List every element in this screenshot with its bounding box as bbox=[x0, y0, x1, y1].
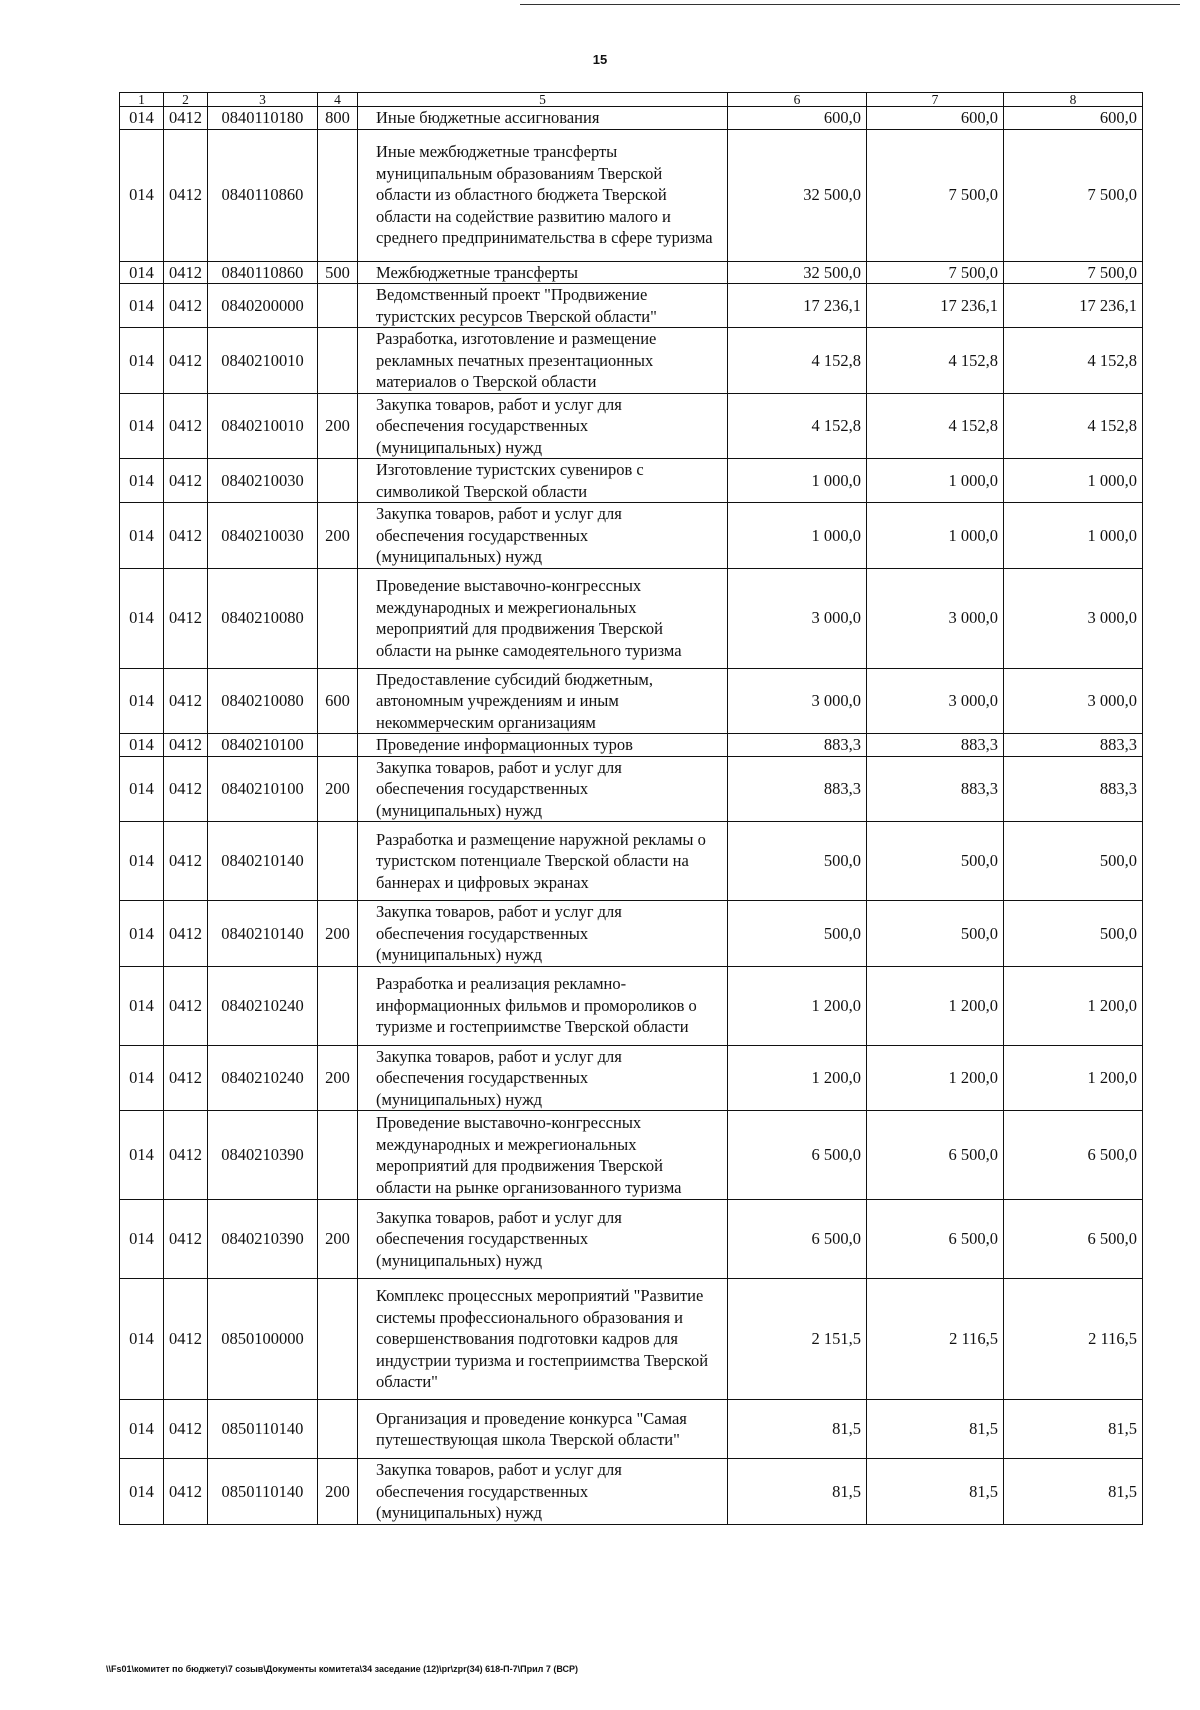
header-cell-8: 8 bbox=[1004, 93, 1143, 107]
target-article-cell: 0840210030 bbox=[208, 503, 318, 569]
section-code-cell: 0412 bbox=[164, 1111, 208, 1200]
table-body bbox=[120, 93, 1143, 1525]
amount-col7-cell: 81,5 bbox=[867, 1400, 1004, 1459]
amount-col6-cell: 4 152,8 bbox=[728, 328, 867, 394]
target-article-cell: 0850110140 bbox=[208, 1400, 318, 1459]
table-row bbox=[120, 668, 1143, 734]
amount-col7-cell: 500,0 bbox=[867, 822, 1004, 901]
amount-col7-cell: 6 500,0 bbox=[867, 1200, 1004, 1279]
amount-col7-cell: 883,3 bbox=[867, 756, 1004, 822]
amount-col8-cell: 17 236,1 bbox=[1004, 284, 1143, 328]
target-article-cell: 0840210240 bbox=[208, 1045, 318, 1111]
description-cell: Изготовление туристских сувениров с символикой Тверской области bbox=[358, 459, 728, 503]
description-cell: Ведомственный проект "Продвижение туристских ресурсов Тверской области" bbox=[358, 284, 728, 328]
amount-col8-cell: 81,5 bbox=[1004, 1400, 1143, 1459]
budget-table bbox=[119, 92, 1143, 1525]
amount-col7-cell: 17 236,1 bbox=[867, 284, 1004, 328]
section-code-cell: 0412 bbox=[164, 1459, 208, 1525]
admin-code-cell: 014 bbox=[120, 966, 164, 1045]
amount-col8-cell: 6 500,0 bbox=[1004, 1111, 1143, 1200]
expense-type-cell bbox=[318, 1111, 358, 1200]
amount-col8-cell: 883,3 bbox=[1004, 734, 1143, 757]
amount-col6-cell: 1 000,0 bbox=[728, 503, 867, 569]
expense-type-cell: 600 bbox=[318, 668, 358, 734]
description-cell: Проведение информационных туров bbox=[358, 734, 728, 757]
target-article-cell: 0840210390 bbox=[208, 1111, 318, 1200]
table-header-row bbox=[120, 93, 1143, 107]
table-row bbox=[120, 1459, 1143, 1525]
admin-code-cell: 014 bbox=[120, 822, 164, 901]
table-row bbox=[120, 901, 1143, 967]
expense-type-cell bbox=[318, 1279, 358, 1400]
description-cell: Закупка товаров, работ и услуг для обеспечения государственных (муниципальных) нужд bbox=[358, 901, 728, 967]
section-code-cell: 0412 bbox=[164, 261, 208, 284]
admin-code-cell: 014 bbox=[120, 503, 164, 569]
expense-type-cell: 500 bbox=[318, 261, 358, 284]
description-cell: Межбюджетные трансферты bbox=[358, 261, 728, 284]
admin-code-cell: 014 bbox=[120, 459, 164, 503]
target-article-cell: 0840210080 bbox=[208, 568, 318, 668]
section-code-cell: 0412 bbox=[164, 901, 208, 967]
amount-col6-cell: 4 152,8 bbox=[728, 393, 867, 459]
amount-col6-cell: 883,3 bbox=[728, 756, 867, 822]
expense-type-cell bbox=[318, 1400, 358, 1459]
section-code-cell: 0412 bbox=[164, 822, 208, 901]
amount-col6-cell: 1 200,0 bbox=[728, 966, 867, 1045]
description-cell: Закупка товаров, работ и услуг для обеспечения государственных (муниципальных) нужд bbox=[358, 1200, 728, 1279]
amount-col8-cell: 7 500,0 bbox=[1004, 129, 1143, 261]
amount-col6-cell: 3 000,0 bbox=[728, 568, 867, 668]
target-article-cell: 0840210140 bbox=[208, 822, 318, 901]
admin-code-cell: 014 bbox=[120, 668, 164, 734]
target-article-cell: 0840110860 bbox=[208, 129, 318, 261]
amount-col7-cell: 1 000,0 bbox=[867, 459, 1004, 503]
expense-type-cell bbox=[318, 734, 358, 757]
description-cell: Закупка товаров, работ и услуг для обеспечения государственных (муниципальных) нужд bbox=[358, 503, 728, 569]
description-cell: Закупка товаров, работ и услуг для обеспечения государственных (муниципальных) нужд bbox=[358, 1459, 728, 1525]
header-cell-7: 7 bbox=[867, 93, 1004, 107]
expense-type-cell bbox=[318, 568, 358, 668]
amount-col8-cell: 1 200,0 bbox=[1004, 1045, 1143, 1111]
amount-col7-cell: 1 200,0 bbox=[867, 966, 1004, 1045]
expense-type-cell: 200 bbox=[318, 393, 358, 459]
description-cell: Разработка, изготовление и размещение рекламных печатных презентационных материалов о Тверской области bbox=[358, 328, 728, 394]
description-cell: Разработка и размещение наружной рекламы о туристском потенциале Тверской области на баннерах и цифровых экранах bbox=[358, 822, 728, 901]
amount-col7-cell: 81,5 bbox=[867, 1459, 1004, 1525]
description-cell: Комплекс процессных мероприятий "Развитие системы профессионального образования и совершенствования подготовки кадров для индустрии туризма и гостеприимства Тверской области" bbox=[358, 1279, 728, 1400]
expense-type-cell: 200 bbox=[318, 503, 358, 569]
amount-col8-cell: 600,0 bbox=[1004, 107, 1143, 130]
amount-col7-cell: 3 000,0 bbox=[867, 668, 1004, 734]
table-row bbox=[120, 756, 1143, 822]
target-article-cell: 0850100000 bbox=[208, 1279, 318, 1400]
description-cell: Проведение выставочно-конгрессных международных и межрегиональных мероприятий для продвижения Тверской области на рынке самодеятельного туризма bbox=[358, 568, 728, 668]
target-article-cell: 0840110180 bbox=[208, 107, 318, 130]
expense-type-cell bbox=[318, 459, 358, 503]
table-row bbox=[120, 1045, 1143, 1111]
section-code-cell: 0412 bbox=[164, 459, 208, 503]
amount-col6-cell: 81,5 bbox=[728, 1400, 867, 1459]
admin-code-cell: 014 bbox=[120, 328, 164, 394]
amount-col8-cell: 3 000,0 bbox=[1004, 568, 1143, 668]
target-article-cell: 0840110860 bbox=[208, 261, 318, 284]
amount-col7-cell: 600,0 bbox=[867, 107, 1004, 130]
table-row bbox=[120, 328, 1143, 394]
table-row bbox=[120, 734, 1143, 757]
table-row bbox=[120, 459, 1143, 503]
amount-col8-cell: 500,0 bbox=[1004, 901, 1143, 967]
amount-col7-cell: 883,3 bbox=[867, 734, 1004, 757]
description-cell: Разработка и реализация рекламно- информационных фильмов и промороликов о туризме и гостеприимстве Тверской области bbox=[358, 966, 728, 1045]
header-cell-6: 6 bbox=[728, 93, 867, 107]
target-article-cell: 0840210100 bbox=[208, 734, 318, 757]
target-article-cell: 0840210240 bbox=[208, 966, 318, 1045]
amount-col8-cell: 3 000,0 bbox=[1004, 668, 1143, 734]
amount-col6-cell: 883,3 bbox=[728, 734, 867, 757]
admin-code-cell: 014 bbox=[120, 734, 164, 757]
amount-col8-cell: 1 000,0 bbox=[1004, 459, 1143, 503]
page-number: 15 bbox=[592, 52, 608, 67]
section-code-cell: 0412 bbox=[164, 107, 208, 130]
section-code-cell: 0412 bbox=[164, 756, 208, 822]
expense-type-cell: 200 bbox=[318, 756, 358, 822]
expense-type-cell: 200 bbox=[318, 1045, 358, 1111]
description-cell: Закупка товаров, работ и услуг для обеспечения государственных (муниципальных) нужд bbox=[358, 756, 728, 822]
amount-col7-cell: 500,0 bbox=[867, 901, 1004, 967]
section-code-cell: 0412 bbox=[164, 393, 208, 459]
description-cell: Иные бюджетные ассигнования bbox=[358, 107, 728, 130]
target-article-cell: 0840210030 bbox=[208, 459, 318, 503]
amount-col7-cell: 1 200,0 bbox=[867, 1045, 1004, 1111]
admin-code-cell: 014 bbox=[120, 1459, 164, 1525]
admin-code-cell: 014 bbox=[120, 284, 164, 328]
header-cell-2: 2 bbox=[164, 93, 208, 107]
expense-type-cell: 200 bbox=[318, 901, 358, 967]
amount-col6-cell: 17 236,1 bbox=[728, 284, 867, 328]
amount-col8-cell: 2 116,5 bbox=[1004, 1279, 1143, 1400]
section-code-cell: 0412 bbox=[164, 328, 208, 394]
description-cell: Предоставление субсидий бюджетным, автономным учреждениям и иным некоммерческим организациям bbox=[358, 668, 728, 734]
description-cell: Организация и проведение конкурса "Самая путешествующая школа Тверской области" bbox=[358, 1400, 728, 1459]
amount-col6-cell: 1 200,0 bbox=[728, 1045, 867, 1111]
section-code-cell: 0412 bbox=[164, 966, 208, 1045]
admin-code-cell: 014 bbox=[120, 261, 164, 284]
table-row bbox=[120, 966, 1143, 1045]
amount-col6-cell: 6 500,0 bbox=[728, 1111, 867, 1200]
section-code-cell: 0412 bbox=[164, 568, 208, 668]
amount-col6-cell: 32 500,0 bbox=[728, 129, 867, 261]
admin-code-cell: 014 bbox=[120, 756, 164, 822]
table-row bbox=[120, 1279, 1143, 1400]
section-code-cell: 0412 bbox=[164, 129, 208, 261]
admin-code-cell: 014 bbox=[120, 107, 164, 130]
section-code-cell: 0412 bbox=[164, 284, 208, 328]
amount-col8-cell: 6 500,0 bbox=[1004, 1200, 1143, 1279]
header-cell-3: 3 bbox=[208, 93, 318, 107]
admin-code-cell: 014 bbox=[120, 901, 164, 967]
expense-type-cell bbox=[318, 328, 358, 394]
amount-col6-cell: 600,0 bbox=[728, 107, 867, 130]
amount-col7-cell: 1 000,0 bbox=[867, 503, 1004, 569]
target-article-cell: 0850110140 bbox=[208, 1459, 318, 1525]
amount-col8-cell: 4 152,8 bbox=[1004, 328, 1143, 394]
table-row bbox=[120, 1400, 1143, 1459]
admin-code-cell: 014 bbox=[120, 1045, 164, 1111]
amount-col7-cell: 4 152,8 bbox=[867, 328, 1004, 394]
admin-code-cell: 014 bbox=[120, 1279, 164, 1400]
expense-type-cell bbox=[318, 822, 358, 901]
amount-col8-cell: 7 500,0 bbox=[1004, 261, 1143, 284]
section-code-cell: 0412 bbox=[164, 1400, 208, 1459]
amount-col8-cell: 4 152,8 bbox=[1004, 393, 1143, 459]
amount-col6-cell: 81,5 bbox=[728, 1459, 867, 1525]
amount-col6-cell: 2 151,5 bbox=[728, 1279, 867, 1400]
admin-code-cell: 014 bbox=[120, 1400, 164, 1459]
target-article-cell: 0840210100 bbox=[208, 756, 318, 822]
amount-col6-cell: 6 500,0 bbox=[728, 1200, 867, 1279]
amount-col8-cell: 81,5 bbox=[1004, 1459, 1143, 1525]
admin-code-cell: 014 bbox=[120, 1200, 164, 1279]
amount-col8-cell: 883,3 bbox=[1004, 756, 1143, 822]
table-row bbox=[120, 503, 1143, 569]
section-code-cell: 0412 bbox=[164, 503, 208, 569]
section-code-cell: 0412 bbox=[164, 1279, 208, 1400]
header-cell-4: 4 bbox=[318, 93, 358, 107]
table-row bbox=[120, 107, 1143, 130]
expense-type-cell: 800 bbox=[318, 107, 358, 130]
amount-col7-cell: 6 500,0 bbox=[867, 1111, 1004, 1200]
admin-code-cell: 014 bbox=[120, 393, 164, 459]
amount-col6-cell: 3 000,0 bbox=[728, 668, 867, 734]
amount-col7-cell: 7 500,0 bbox=[867, 261, 1004, 284]
admin-code-cell: 014 bbox=[120, 1111, 164, 1200]
amount-col7-cell: 7 500,0 bbox=[867, 129, 1004, 261]
table-row bbox=[120, 261, 1143, 284]
section-code-cell: 0412 bbox=[164, 668, 208, 734]
target-article-cell: 0840200000 bbox=[208, 284, 318, 328]
top-scan-line bbox=[520, 4, 1180, 5]
description-cell: Закупка товаров, работ и услуг для обеспечения государственных (муниципальных) нужд bbox=[358, 393, 728, 459]
amount-col6-cell: 32 500,0 bbox=[728, 261, 867, 284]
amount-col7-cell: 4 152,8 bbox=[867, 393, 1004, 459]
section-code-cell: 0412 bbox=[164, 734, 208, 757]
description-cell: Проведение выставочно-конгрессных международных и межрегиональных мероприятий для продвижения Тверской области на рынке организованного туризма bbox=[358, 1111, 728, 1200]
amount-col8-cell: 500,0 bbox=[1004, 822, 1143, 901]
table-row bbox=[120, 822, 1143, 901]
target-article-cell: 0840210140 bbox=[208, 901, 318, 967]
target-article-cell: 0840210080 bbox=[208, 668, 318, 734]
target-article-cell: 0840210010 bbox=[208, 393, 318, 459]
table-row bbox=[120, 284, 1143, 328]
amount-col8-cell: 1 200,0 bbox=[1004, 966, 1143, 1045]
header-cell-1: 1 bbox=[120, 93, 164, 107]
amount-col7-cell: 2 116,5 bbox=[867, 1279, 1004, 1400]
admin-code-cell: 014 bbox=[120, 568, 164, 668]
expense-type-cell bbox=[318, 129, 358, 261]
target-article-cell: 0840210010 bbox=[208, 328, 318, 394]
header-cell-5: 5 bbox=[358, 93, 728, 107]
table-row bbox=[120, 1200, 1143, 1279]
table-row bbox=[120, 1111, 1143, 1200]
table-row bbox=[120, 129, 1143, 261]
expense-type-cell bbox=[318, 966, 358, 1045]
amount-col6-cell: 500,0 bbox=[728, 901, 867, 967]
amount-col6-cell: 1 000,0 bbox=[728, 459, 867, 503]
amount-col6-cell: 500,0 bbox=[728, 822, 867, 901]
amount-col7-cell: 3 000,0 bbox=[867, 568, 1004, 668]
section-code-cell: 0412 bbox=[164, 1045, 208, 1111]
description-cell: Закупка товаров, работ и услуг для обеспечения государственных (муниципальных) нужд bbox=[358, 1045, 728, 1111]
footer-file-path: \\Fs01\комитет по бюджету\7 созыв\Документы комитета\34 заседание (12)\pr\zpr(34) 618-П-7\Прил 7 (ВСР) bbox=[106, 1664, 579, 1674]
expense-type-cell bbox=[318, 284, 358, 328]
table-row bbox=[120, 393, 1143, 459]
target-article-cell: 0840210390 bbox=[208, 1200, 318, 1279]
description-cell: Иные межбюджетные трансферты муниципальным образованиям Тверской области из областного бюджета Тверской области на содействие развитию малого и среднего предпринимательства в сфере туризма bbox=[358, 129, 728, 261]
admin-code-cell: 014 bbox=[120, 129, 164, 261]
expense-type-cell: 200 bbox=[318, 1459, 358, 1525]
expense-type-cell: 200 bbox=[318, 1200, 358, 1279]
table-row bbox=[120, 568, 1143, 668]
amount-col8-cell: 1 000,0 bbox=[1004, 503, 1143, 569]
section-code-cell: 0412 bbox=[164, 1200, 208, 1279]
